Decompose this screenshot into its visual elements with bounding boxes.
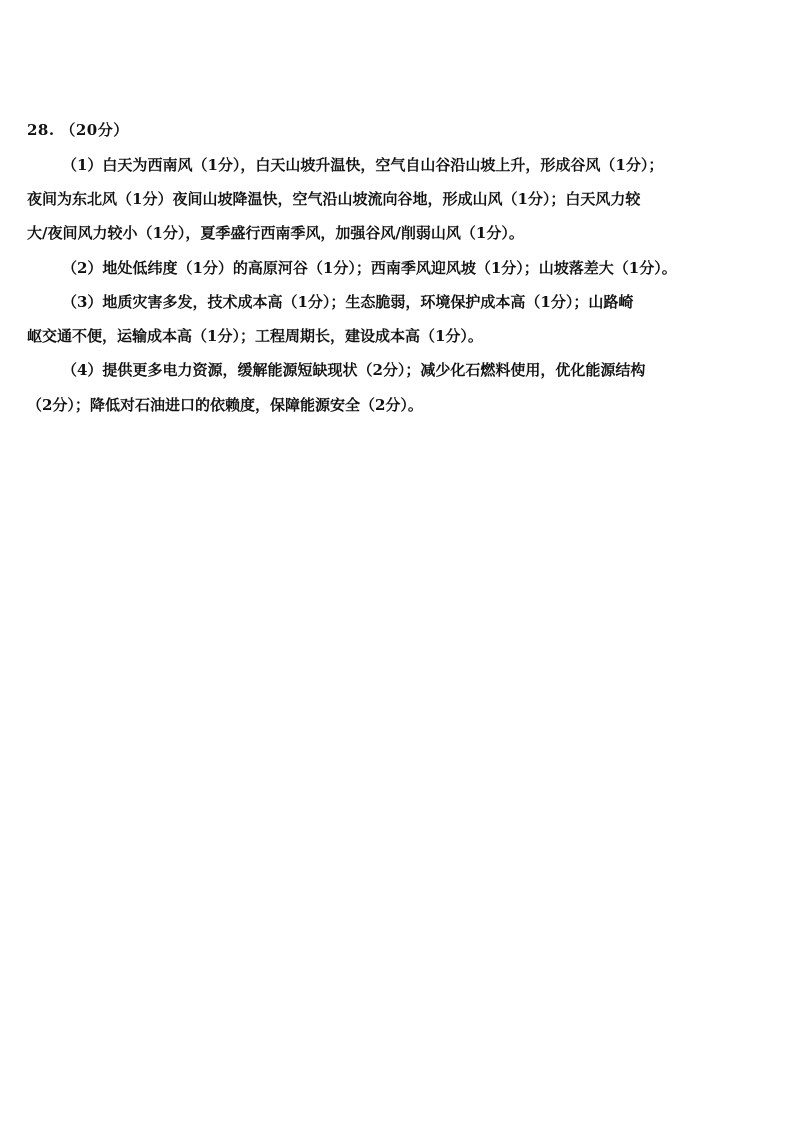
answer-line-5: （3）地质灾害多发，技术成本高（1分）；生态脆弱，环境保护成本高（1分）；山路崎 (62, 293, 634, 311)
question-number: 28. （20分） (27, 121, 129, 139)
answer-line-1: （1）白天为西南风（1分），白天山坡升温快，空气自山谷沿山坡上升，形成谷风（1分）； (62, 156, 664, 174)
answer-line-6: 岖交通不便，运输成本高（1分）；工程周期长，建设成本高（1分）。 (27, 327, 483, 345)
answer-line-8: （2分）；降低对石油进口的依赖度，保障能源安全（2分）。 (27, 396, 423, 414)
answer-line-3: 大/夜间风力较小（1分），夏季盛行西南季风，加强谷风/削弱山风（1分）。 (27, 224, 524, 242)
answer-line-7: （4）提供更多电力资源，缓解能源短缺现状（2分）；减少化石燃料使用，优化能源结构 (62, 361, 646, 379)
answer-line-2: 夜间为东北风（1分）夜间山坡降温快，空气沿山坡流向谷地，形成山风（1分）；白天风力较 (27, 190, 641, 208)
answer-line-4: （2）地处低纬度（1分）的高原河谷（1分）；西南季风迎风坡（1分）；山坡落差大（1分）。 (62, 259, 677, 277)
